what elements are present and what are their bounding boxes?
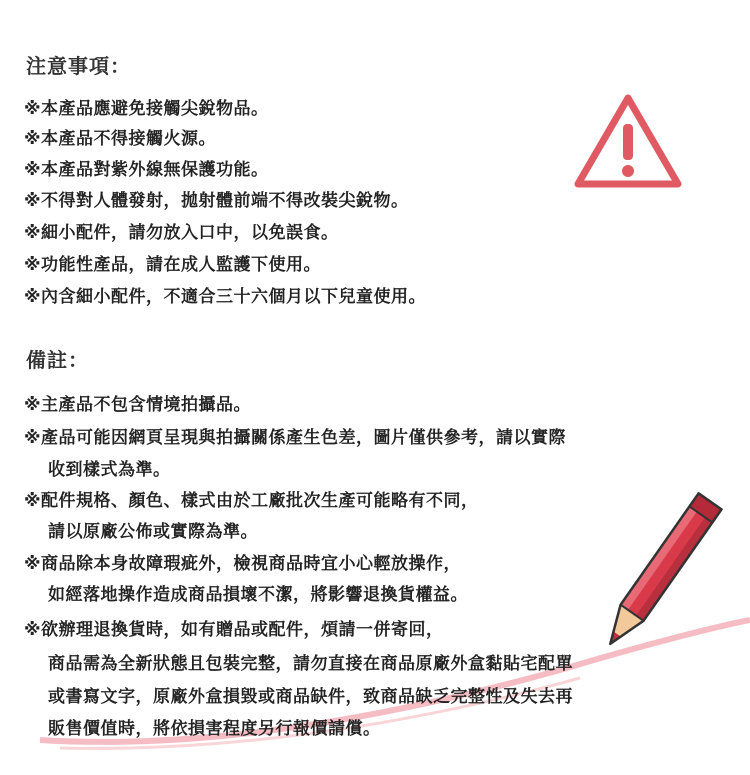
remarks-line: ※配件規格、顏色、樣式由於工廠批次生產可能略有不同， <box>24 491 479 511</box>
remarks-line: 商品需為全新狀態且包裝完整，請勿直接在商品原廠外盒黏貼宅配單 <box>48 654 573 674</box>
remarks-line: 販售價值時，將依損害程度另行報價請償。 <box>48 719 381 739</box>
remarks-line: 如經落地操作造成商品損壞不潔，將影響退換貨權益。 <box>48 585 468 605</box>
remarks-line: ※商品除本身故障瑕疵外，檢視商品時宜小心輕放操作， <box>24 554 462 574</box>
remarks-line: 收到樣式為準。 <box>48 460 171 480</box>
notice-line: ※本產品不得接觸火源。 <box>24 129 217 149</box>
pencil-icon <box>560 480 750 680</box>
remarks-title: 備註： <box>26 348 89 372</box>
remarks-line: ※欲辦理退換貨時，如有贈品或配件，煩請一併寄回， <box>24 620 444 640</box>
remarks-line: ※主產品不包含情境拍攝品。 <box>24 395 252 415</box>
remarks-line: 或書寫文字，原廠外盒損毀或商品缺件，致商品缺乏完整性及失去再 <box>48 687 573 707</box>
remarks-line: 請以原廠公佈或實際為準。 <box>48 522 258 542</box>
notice-line: ※本產品對紫外線無保護功能。 <box>24 160 269 180</box>
remarks-line: ※產品可能因網頁呈現與拍攝關係產生色差，圖片僅供參考，請以實際 <box>24 428 567 448</box>
notice-line: ※本產品應避免接觸尖銳物品。 <box>24 99 269 119</box>
notice-line: ※細小配件，請勿放入口中，以免誤食。 <box>24 223 339 243</box>
notice-line: ※內含細小配件，不適合三十六個月以下兒童使用。 <box>24 287 427 307</box>
notice-title: 注意事項： <box>26 54 131 78</box>
warning-triangle-icon <box>572 92 684 192</box>
notice-line: ※不得對人體發射，拋射體前端不得改裝尖銳物。 <box>24 191 409 211</box>
notice-line: ※功能性產品，請在成人監護下使用。 <box>24 255 322 275</box>
